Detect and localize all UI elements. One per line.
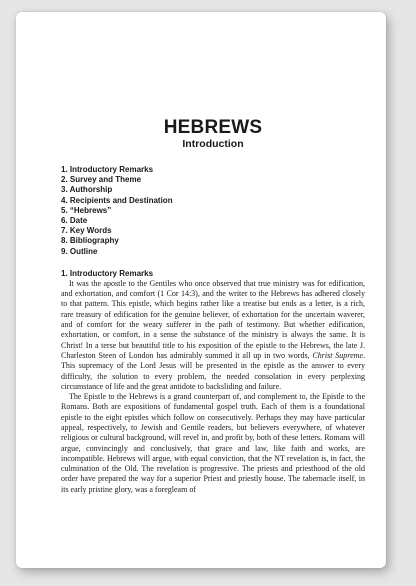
toc-item: 7. Key Words (61, 226, 112, 236)
book-subtitle: Introduction (182, 138, 244, 150)
toc-item: 8. Bibliography (61, 236, 119, 246)
table-of-contents (61, 165, 365, 257)
paragraph-text: It was the apostle to the Gentiles who once observed that true ministry was for edification, and exhortation, and comfort (1 Cor 14:3), and the writer to the Hebrews has adhered closely to that pattern. This epistle, which begins rather like a treatise but ends as a letter, is a rich, rare treasury of edification for the genuine believer, of exhortation for the uncertain waverer, and of comfort for the weary sufferer in the path of testimony. But whether edification, exhortation, or comfort, in a sense the substance of the ministry is always the same. It is Christ! In a terse but beautiful title to his exposition of the epistle to the Hebrews, the late J. Charleston Steen of London has admirably summed it all up in two words, (61, 278, 365, 360)
body-paragraph: The Epistle to the Hebrews is a grand counterpart of, and complement to, the Epistle to the Romans. Both are expositions of fundamental gospel truth. Each of them is a foundational epistle to the eight epistles which follow on consecutively. Perhaps they may have particular appeal, respectively, to Jewish and Gentile readers, but believers everywhere, of whatever religious or cultural background, will revel in, and profit by, both of these letters. Romans will argue, convincingly and conclusively, that grace and law, like faith and works, are incompatible. Hebrews will argue, with equal conviction, that the NT revelation is, in fact, the culmination of the Old. The revelation is progressive. The priests and priesthood of the old order have prepared the way for a superior Priest and priestly house. The tabernacle itself, in its early pristine glory, was a foregleam of (61, 392, 365, 494)
document-page (16, 12, 386, 568)
section-heading: 1. Introductory Remarks (61, 268, 154, 278)
body-paragraph (61, 279, 365, 392)
paragraph-text: . This supremacy of the Lord Jesus will be presented in the epistle as the answer to every difficulty, the solution to every problem, the needed consolation in every perplexing circumstance of life and the great antidote to backsliding and failure. (61, 350, 365, 391)
toc-item: 2. Survey and Theme (61, 175, 142, 185)
toc-item: 9. Outline (61, 246, 98, 256)
toc-item: 5. “Hebrews” (61, 205, 112, 215)
toc-item: 4. Recipients and Destination (61, 195, 173, 205)
toc-item: 6. Date (61, 216, 88, 226)
italic-title: Christ Supreme (312, 350, 363, 360)
toc-item: 3. Authorship (61, 185, 113, 195)
book-title: HEBREWS (163, 117, 263, 138)
toc-item: 1. Introductory Remarks (61, 165, 154, 174)
